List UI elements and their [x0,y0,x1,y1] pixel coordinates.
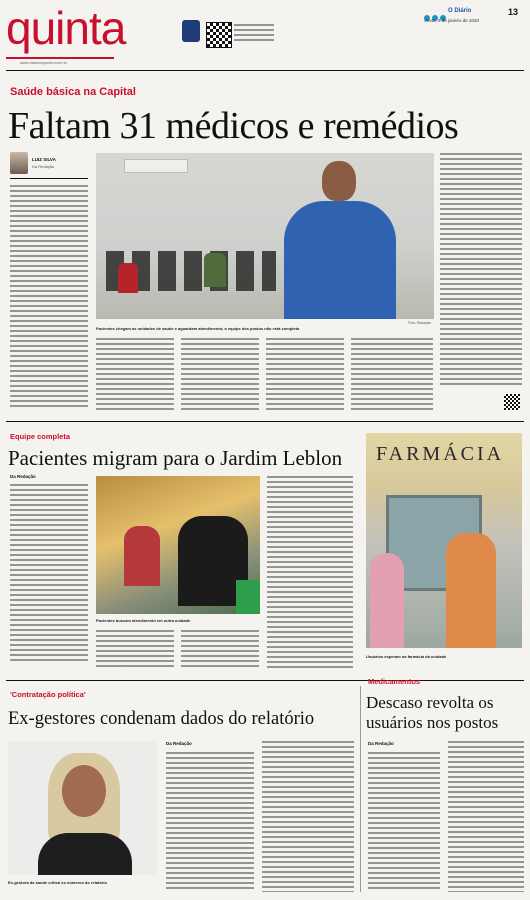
lead-photo [96,153,434,319]
issue-date: Sexta, 9 de janeiro de 2020 [424,18,480,23]
paper-name: O Diário [448,8,472,14]
column-divider [360,686,361,892]
story4-byline: Da Redação [368,741,394,746]
logo-icon [182,20,200,42]
story4-kicker: Medicamentos [368,677,421,686]
story4-body-col1 [368,752,440,892]
woman-face [62,765,106,817]
story4-headline-text: Descaso revolta os usuários nos postos [366,693,499,732]
qr-code-icon[interactable] [206,22,232,48]
story2-body-col3 [181,630,259,670]
header-note-lines [234,24,274,44]
lead-kicker: Saúde básica na Capital [10,86,136,98]
lead-body-col3 [181,338,259,410]
section-underline [6,57,114,59]
story3-byline: Da Redação [166,741,192,746]
byline-rule [10,178,88,179]
lead-body-col4 [266,338,344,410]
story3-photo-caption: Ex-gestora da saúde critica os números do relatório [8,880,107,885]
story2-photo [96,476,260,614]
lead-bottom-rule [6,421,524,422]
story3-body-col1 [166,752,254,892]
story3-photo [8,741,158,875]
story4-body-col2 [448,741,524,892]
masthead [0,0,530,70]
boy-figure [124,526,160,586]
lead-byline: LUIZ SILVA [32,157,56,162]
story3-headline: Ex-gestores condenam dados do relatório [8,709,315,729]
story4-headline [366,693,526,733]
pharmacy-sign: FARMÁCIA [376,443,505,465]
qr-code-small-icon[interactable] [504,394,520,410]
lead-byline-role: Da Redação [32,164,55,169]
wall-ac-unit [124,159,188,173]
story3-body-col2 [262,741,354,892]
story2-body-col4 [267,476,353,670]
byline-avatar [10,152,28,174]
lead-photo-caption: Pacientes chegam às unidades de saúde e aguardam atendimento; a equipe dos postos não está completa [96,326,300,331]
story2-bottom-rule [6,680,524,681]
story2-body-col1 [10,484,88,664]
section-title: quinta [6,2,126,54]
customer-1 [370,553,404,648]
lead-body-col5 [351,338,433,410]
lead-body-col1 [10,185,88,410]
story2-body-col2 [96,630,174,670]
lead-body-col6 [440,153,522,388]
site-url[interactable]: www.diariodopoder.com.br [20,60,68,65]
story2-headline: Pacientes migram para o Jardim Leblon [8,446,343,470]
green-chair [236,580,260,614]
social-icons[interactable] [424,8,446,26]
story3-kicker: 'Contratação política' [10,690,86,699]
story2-photo-caption: Pacientes buscam atendimento em outra unidade [96,618,191,623]
seated-person-2 [204,253,226,287]
lead-body-col2 [96,338,174,410]
page-number: 13 [508,7,519,17]
header-rule [6,70,524,71]
lead-photo-credit: Foto: Redação [408,321,431,325]
man-shirt [284,201,396,319]
story2-byline: Da Redação [10,474,36,479]
pharmacy-caption: Usuários esperam na farmácia da unidade [366,654,447,659]
pharmacy-photo [366,433,522,648]
man-head [322,161,356,201]
story2-kicker: Equipe completa [10,432,71,441]
lead-headline: Faltam 31 médicos e remédios [8,105,459,147]
woman-top [38,833,132,875]
seated-person-1 [118,263,138,293]
customer-2 [446,533,496,648]
